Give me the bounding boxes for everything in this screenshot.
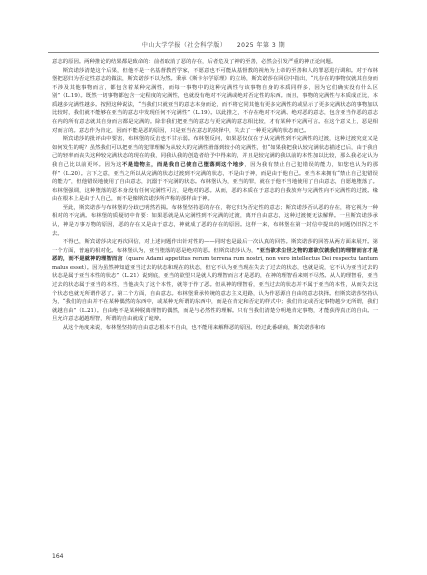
paragraph <box>52 67 378 136</box>
paragraph-text: ，因为我有禁止自己犯错误的能力，如您也认为的那样”（L.20）。言下之意，亚当之所以从完满的状态过渡到不完满的状态，不是由于神，而是由于他自己。亚当本来拥有“禁止自己犯错误的能力”，但他错误地使用了自由意志，沉溺于不完满的状态。布林堡认为，亚当的罪，就在于他不当地使用了自由意志，自愿地堕落了。布林堡强调，这种堕落的恶本身没有任何完满性可言，是绝对的恶。从而，恶的本质在于意志的自我放弃与完满性向不完满性的过渡。缘由在根本上是由于人自己，而不是像斯宾诺莎所声称的那样由于神。 <box>52 161 378 203</box>
paragraph <box>52 58 378 67</box>
page-number: 164 <box>52 553 64 560</box>
paragraph <box>52 324 378 333</box>
emphasized-text: “亚当欲求尘世之物的意欲仅就我们的理智而言才是恶的，而不是就神的理智而言 <box>52 247 378 263</box>
paragraph <box>52 238 378 324</box>
journal-name: 中山大学学报（社会科学版） <box>141 42 227 49</box>
running-header <box>0 40 427 49</box>
article-body <box>52 58 378 550</box>
paragraph-text: 斯宾诺莎的批评由中要害，布林堡的反击也不甘示弱。布林堡反问，如果恶仅仅在于从完满性到不完满性的过渡，这种过渡究竟又是如何发生的呢？虽然我们可以把亚当的犯罪理解为从较大的完满性滑落到较小的完满性，但“如果我把我认较完满状态描述已后，由于我自己的轻率而丧失这种较完满状态的现在的我，同我认我的创造者给予中得来的，并且是较完满的我以前的本性加以比较，那么我必定认为我自己比以前更坏。因为这 <box>52 136 378 168</box>
paragraph-text: 斯宾诺莎清楚这个后果，但他不是一名基督教哲学家，不愿意也不可能从基督教的视角为上帝的至善和人的罪恶进行调和。对于布林堡把恶归为否定性意志的做法，斯宾诺莎不以为然。秉承《斯卡尔学原理》的立场，斯宾诺莎在回信中指出，“凡存在的事物仅就其自身而不涉及其他事物而言，都包含着某种完满性，而每一事物中的这种完满性与该事物自身的本质同样多，因为它们确实没有什么区别”（L.19）。既然一切事物都包含一定程度的完满性，也就没有绝对不完满或绝对否定性的东西。而且，事物的完满性与本质成正比，本质越多完满性越多。按照这种说法，“当我们只就亚当的意志本身而论，而不将它同其他有更多完满性的或显示了更多完满状态的事物加以比较时，我们就不能够在亚当的意志中发现任何不完满性”（L.19）。以此推之，不存在绝对不完满、绝对恶的意志，包含亚当作恶的意志在内的所有意志就其自身而言都是完满的。除非我们把亚当的意志与更完满的意志相比较，才有某种不完满可言。在这个意义上，恶是相对而言的。意志作为肯定，因而不能是恶的原因，只是亚当在意志的抉择中，失去了一种更完满的状态而已。 <box>52 67 378 134</box>
paragraph-text: （quare Adami appetitus rerum terrena rum nostri, non vero intellectus Dei respectu tantum malus esset）。因为虽然神知道亚当过去的状态和现在的状态，但它不认为亚当现在失去了过去的状态，也就是说，它不认为亚当过去的状态是属于亚当本性的状态”（L.21）说到底，亚当的欲望只是就人的理智而言才是恶的，在神的理智看来则不尽然。从人的理智看，亚当过去的状态属于亚当的本性，当他丧失了这个本性，就等于作了恶。但从神的理智看，亚当过去的状态并不属于亚当的本性，从而失去这个状态也就无所谓作恶了。第二个方面，自由意志。布林堡秉承传统的意志主义进路，认为作恶源自自由的意志抉择。但斯宾诺莎坚持认为，“我们的自由并不在某种偶然的东西中，或某种无所谓的东西中，而是在肯定和否定的样式中；我们肯定或否定事物越少无所谓，我们就越自由”（L.21）。自由绝不是某种脱离理智的偶然，而是与必然性的理解。只有当我们清楚分明地肯定事物，才能获得真正的自由。一旦允许意志超越理智，所谓的自由就成了诡辩。 <box>52 256 378 323</box>
paragraph-text: 意志的原因。两种推论的结果都是致命的：前者取消了恶的存在，后者危及了神的至善，必然会引发严重的神正论问题。 <box>52 59 337 65</box>
paragraph <box>52 135 378 204</box>
header-rule <box>48 52 379 53</box>
paragraph-text: 不得已，斯宾诺莎决定再次回信，对上述问题作出针对性的——同时也是最后一次认真的回答。斯宾诺莎的回答从两方面来展开。第一个方面，普遍的相对化。布林堡认为，亚当堕落的恶是绝对的恶。但斯宾诺莎认为， <box>52 239 378 254</box>
emphasized-text: 不是造物主，而是我自己使自己堕落到这个地步 <box>121 161 245 168</box>
paragraph <box>52 204 378 238</box>
issue-label: 2025 年第 3 期 <box>236 42 286 49</box>
paragraph-text: 至此，斯宾诺莎与布林堡的分歧已明然若揭。布林堡坚持恶的存在，将它归为否定性的意志；斯宾诺莎否认恶的存在，将它视为一种相对的不完满。布林堡的质疑切中肯要：如果恶就是从完满性到不完满的过渡，离开自由意志，这种过渡便无法解释。一旦斯宾诺莎承认，神是万事万物的原因，恶的存在又是由于意志，神就成了恶的存在的原因。这样一来，布林堡在第一封信中提出的问题仍旧挥之不去。 <box>52 204 378 237</box>
paragraph-text: 从这个角度来说，布林堡坚持的自由意志根本不自由，也不能用来解释恶的原因。经过此番磋商，斯宾诺莎和布 <box>62 324 326 331</box>
